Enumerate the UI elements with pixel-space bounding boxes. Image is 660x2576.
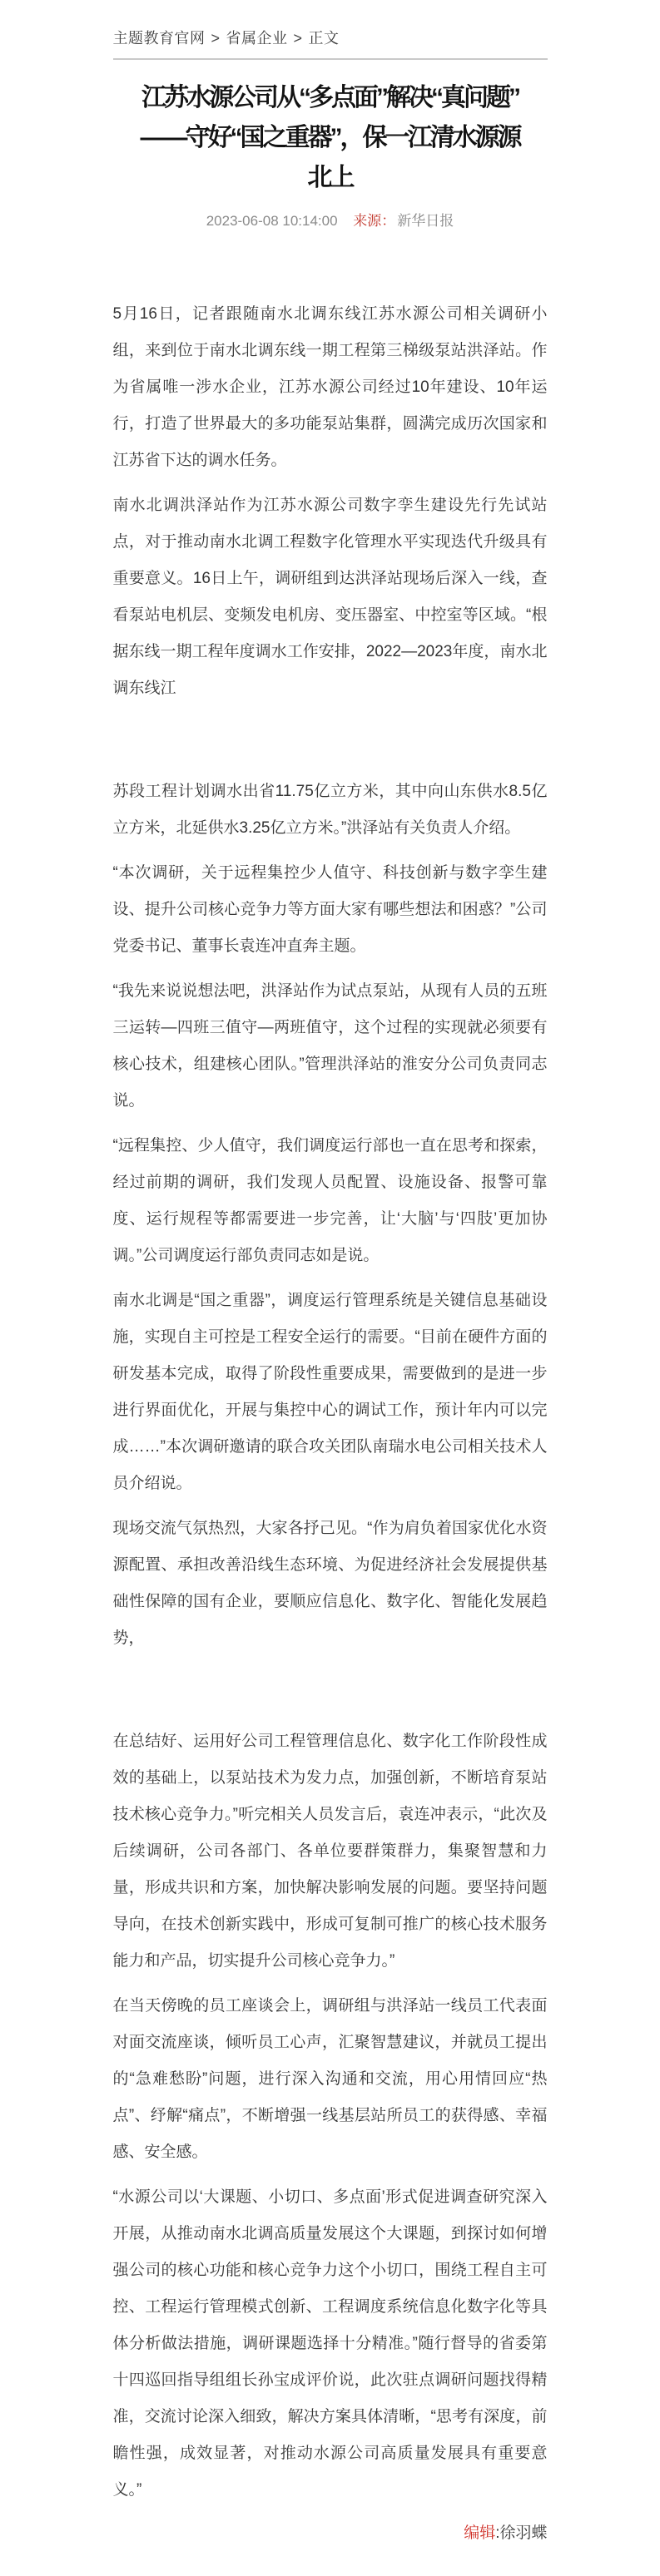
article-title-line: 北上: [307, 164, 353, 191]
content-gap: [113, 715, 548, 774]
article-title: [113, 78, 548, 198]
breadcrumb-item-current: 正文: [308, 30, 340, 47]
content-gap: [113, 1665, 548, 1723]
article-paragraph: 苏段工程计划调水出省11.75亿立方米，其中向山东供水8.5亿立方米，北延供水3.25亿立方米。”洪泽站有关负责人介绍。: [112, 783, 548, 837]
breadcrumb-divider: [113, 58, 548, 60]
article-paragraph: 现场交流气氛热烈，大家各抒己见。“作为肩负着国家优化水资源配置、承担改善沿线生态环境、为促进经济社会发展提供基础性保障的国有企业，要顺应信息化、数字化、智能化发展趋势，: [112, 1520, 548, 1647]
article-paragraph: “本次调研，关于远程集控少人值守、科技创新与数字孪生建设、提升公司核心竞争力等方面大家有哪些想法和困惑？”公司党委书记、董事长袁连冲直奔主题。: [112, 864, 548, 955]
article-paragraph: “水源公司以‘大课题、小切口、多点面’形式促进调查研究深入开展，从推动南水北调高质量发展这个大课题，到探讨如何增强公司的核心功能和核心竞争力这个小切口，围绕工程自主可控、工程运行管理模式创新、工程调度系统信息化数字化等具体分析做法措施，调研课题选择十分精准。”随行督导的省委第十四巡回指导组组长孙宝成评价说，此次驻点调研问题找得精准，交流讨论深入细致，解决方案具体清晰，“思考有深度，前瞻性强，成效显著，对推动水源公司高质量发展具有重要意义。”: [112, 2188, 548, 2499]
article-paragraph: 在总结好、运用好公司工程管理信息化、数字化工作阶段性成效的基础上，以泵站技术为发力点，加强创新，不断培育泵站技术核心竞争力。”听完相关人员发言后，袁连冲表示，“此次及后续调研，公司各部门、各单位要群策群力，集聚智慧和力量，形成共识和方案，加快解决影响发展的问题。要坚持问题导向，在技术创新实践中，形成可复制可推广的核心技术服务能力和产品，切实提升公司核心竞争力。”: [112, 1733, 548, 1970]
article-title-line: 江苏水源公司从“多点面”解决“真问题”: [141, 84, 519, 111]
breadcrumb-separator: >: [293, 30, 303, 47]
editor-label: 编辑: [464, 2524, 496, 2542]
editor-name: :徐羽蝶: [495, 2524, 548, 2542]
source-name: 新华日报: [397, 213, 454, 229]
breadcrumb-item-home[interactable]: 主题教育官网: [112, 30, 206, 47]
article-page: [113, 0, 548, 2543]
source-label: 来源：: [353, 213, 396, 229]
article-paragraph: “远程集控、少人值守，我们调度运行部也一直在思考和探索，经过前期的调研，我们发现人员配置、设施设备、报警可靠度、运行规程等都需要进一步完善，让‘大脑’与‘四肢’更加协调。”公司调度运行部负责同志如是说。: [112, 1137, 548, 1264]
breadcrumb-item-section[interactable]: 省属企业: [226, 30, 288, 47]
article-paragraph: 南水北调洪泽站作为江苏水源公司数字孪生建设先行先试站点，对于推动南水北调工程数字化管理水平实现迭代升级具有重要意义。16日上午，调研组到达洪泽站现场后深入一线，查看泵站电机层、变频发电机房、变压器室、中控室等区域。“根据东线一期工程年度调水工作安排，2022—2023年度，南水北调东线江: [112, 497, 548, 697]
article-paragraph: 5月16日，记者跟随南水北调东线江苏水源公司相关调研小组，来到位于南水北调东线一期工程第三梯级泵站洪泽站。作为省属唯一涉水企业，江苏水源公司经过10年建设、10年运行，打造了世界最大的多功能泵站集群，圆满完成历次国家和江苏省下达的调水任务。: [112, 305, 548, 469]
publish-datetime: 2023-06-08 10:14:00: [206, 213, 338, 229]
article-paragraph: 南水北调是“国之重器”，调度运行管理系统是关键信息基础设施，实现自主可控是工程安全运行的需要。“目前在硬件方面的研发基本完成，取得了阶段性重要成果，需要做到的是进一步进行界面优化，开展与集控中心的调试工作，预计年内可以完成……”本次调研邀请的联合攻关团队南瑞水电公司相关技术人员介绍说。: [112, 1292, 548, 1492]
article-paragraph: 在当天傍晚的员工座谈会上，调研组与洪泽站一线员工代表面对面交流座谈，倾听员工心声，汇聚智慧建议，并就员工提出的“急难愁盼”问题，进行深入沟通和交流，用心用情回应“热点”、纾解“痛点”，不断增强一线基层站所员工的获得感、幸福感、安全感。: [112, 1997, 548, 2161]
article-body: [113, 296, 548, 2509]
article-meta: [113, 209, 548, 230]
breadcrumb-separator: >: [211, 30, 221, 47]
breadcrumb: [113, 0, 548, 48]
editor-line: [113, 2520, 548, 2543]
article-title-line: ——守好“国之重器”，保一江清水源源: [140, 124, 520, 151]
article-paragraph: “我先来说说想法吧，洪泽站作为试点泵站，从现有人员的五班三运转—四班三值守—两班值守，这个过程的实现就必须要有核心技术，组建核心团队。”管理洪泽站的淮安分公司负责同志说。: [112, 982, 548, 1110]
